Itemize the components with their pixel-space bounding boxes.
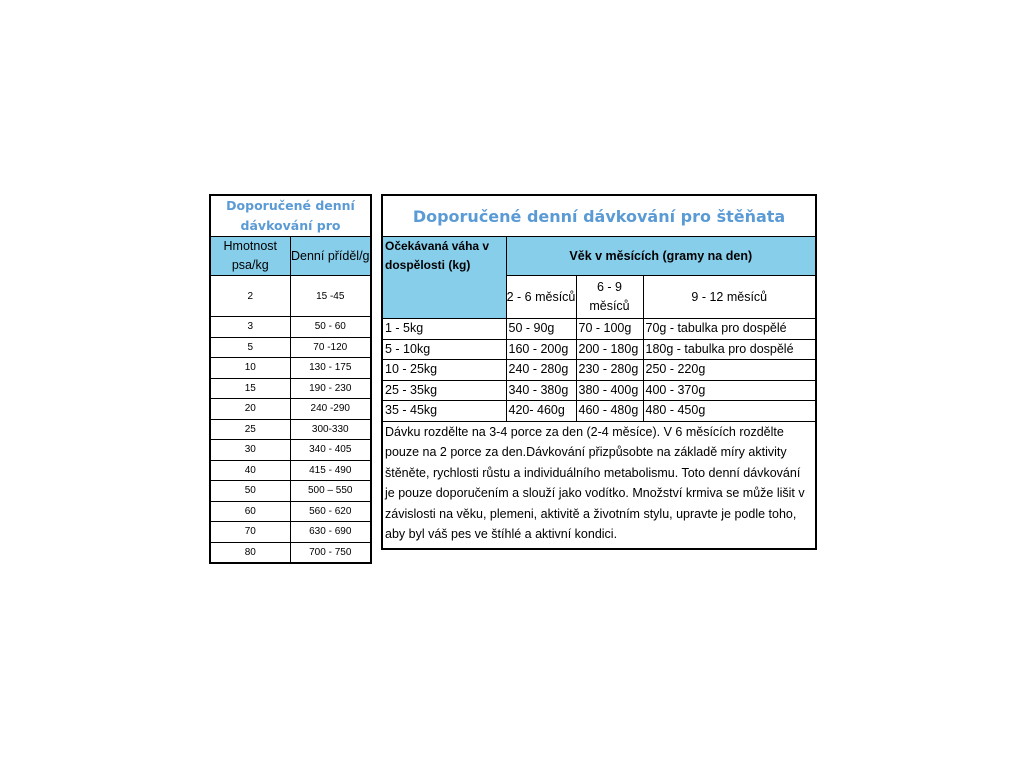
age-2-6-cell: 240 - 280g [506,360,576,381]
ration-cell: 630 - 690 [290,522,371,543]
ration-cell: 50 - 60 [290,317,371,338]
table-row [210,358,371,379]
ration-cell: 700 - 750 [290,542,371,563]
weight-cell: 10 [210,358,290,379]
table-row [210,419,371,440]
weight-cell: 50 [210,481,290,502]
age-6-9-cell: 230 - 280g [576,360,643,381]
table-row [382,401,816,422]
adult-feeding-table [209,194,372,564]
age-9-12-cell: 250 - 220g [643,360,816,381]
weight-cell: 60 [210,501,290,522]
age-6-9-cell: 70 - 100g [576,319,643,340]
col-header-weight: Hmotnost psa/kg [210,237,290,276]
age-9-12-cell: 480 - 450g [643,401,816,422]
weight-cell: 30 [210,440,290,461]
expected-weight-cell: 10 - 25kg [382,360,506,381]
age-6-9-cell: 460 - 480g [576,401,643,422]
table-row [210,399,371,420]
table-row [210,317,371,338]
age-range-6-9: 6 - 9 měsíců [576,276,643,319]
weight-cell: 5 [210,337,290,358]
ration-cell: 415 - 490 [290,460,371,481]
weight-cell: 40 [210,460,290,481]
table-row [210,501,371,522]
table-row [210,522,371,543]
weight-cell: 3 [210,317,290,338]
ration-cell: 300-330 [290,419,371,440]
feeding-note: Dávku rozdělte na 3-4 porce za den (2-4 měsíce). V 6 měsících rozdělte pouze na 2 porce za den.Dávkování přizpůsobte na základě míry aktivity štěněte, rychlosti růstu a individuálního metabolismu. Toto denní dávkování je pouze doporučením a slouží jako vodítko. Množství krmiva se může lišit v závislosti na věku, plemeni, aktivitě a životním stylu, upravte je podle toho, aby byl váš pes ve štíhlé a aktivní kondici. [382,421,816,549]
expected-weight-cell: 25 - 35kg [382,380,506,401]
table-row [210,378,371,399]
table-row [210,542,371,563]
weight-cell: 70 [210,522,290,543]
puppy-table-title: Doporučené denní dávkování pro štěňata [382,195,816,237]
puppy-table-body [382,319,816,422]
age-6-9-cell: 200 - 180g [576,339,643,360]
ration-cell: 130 - 175 [290,358,371,379]
puppy-feeding-table [381,194,817,550]
age-6-9-cell: 380 - 400g [576,380,643,401]
table-row [382,339,816,360]
table-row [210,460,371,481]
adult-table-body [210,276,371,564]
age-9-12-cell: 180g - tabulka pro dospělé [643,339,816,360]
table-row [210,276,371,317]
ration-cell: 70 -120 [290,337,371,358]
age-range-2-6: 2 - 6 měsíců [506,276,576,319]
ration-cell: 560 - 620 [290,501,371,522]
weight-cell: 25 [210,419,290,440]
weight-cell: 20 [210,399,290,420]
col-header-expected-weight: Očekávaná váha v dospělosti (kg) [382,237,506,319]
weight-cell: 2 [210,276,290,317]
adult-table-title: Doporučené denní dávkování pro [210,195,371,237]
age-2-6-cell: 160 - 200g [506,339,576,360]
age-range-9-12: 9 - 12 měsíců [643,276,816,319]
weight-cell: 15 [210,378,290,399]
table-row [382,319,816,340]
ration-cell: 500 – 550 [290,481,371,502]
table-row [210,337,371,358]
age-9-12-cell: 70g - tabulka pro dospělé [643,319,816,340]
expected-weight-cell: 35 - 45kg [382,401,506,422]
expected-weight-cell: 5 - 10kg [382,339,506,360]
expected-weight-cell: 1 - 5kg [382,319,506,340]
age-2-6-cell: 50 - 90g [506,319,576,340]
table-row [210,440,371,461]
ration-cell: 15 -45 [290,276,371,317]
age-2-6-cell: 340 - 380g [506,380,576,401]
ration-cell: 340 - 405 [290,440,371,461]
table-row [210,481,371,502]
table-row [382,380,816,401]
ration-cell: 240 -290 [290,399,371,420]
weight-cell: 80 [210,542,290,563]
ration-cell: 190 - 230 [290,378,371,399]
col-header-ration: Denní příděl/g [290,237,371,276]
age-9-12-cell: 400 - 370g [643,380,816,401]
col-header-age: Věk v měsících (gramy na den) [506,237,816,276]
table-row [382,360,816,381]
age-2-6-cell: 420- 460g [506,401,576,422]
